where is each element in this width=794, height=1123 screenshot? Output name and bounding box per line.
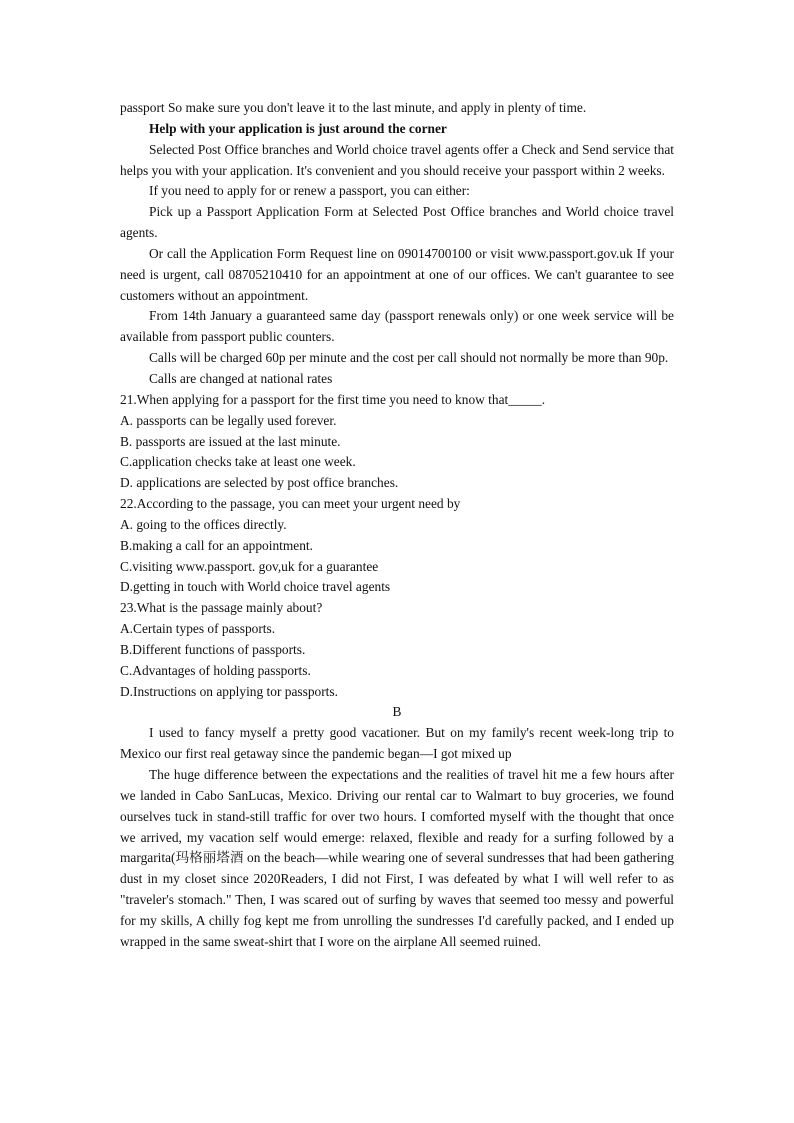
answer-option: B.Different functions of passports. xyxy=(120,641,306,657)
question-23 xyxy=(120,598,674,702)
passage-a-paragraph: From 14th January a guaranteed same day (passport renewals only) or one week service will be available from passport public counters. xyxy=(120,308,674,345)
passage-a-paragraph: If you need to apply for or renew a passport, you can either: xyxy=(149,183,470,199)
question-stem: 22.According to the passage, you can meet your urgent need by xyxy=(120,496,461,512)
answer-option: B. passports are issued at the last minute. xyxy=(120,433,341,449)
answer-option: D.Instructions on applying tor passports. xyxy=(120,683,338,699)
answer-option: B.making a call for an appointment. xyxy=(120,537,313,553)
question-stem: 23.What is the passage mainly about? xyxy=(120,600,323,616)
passage-b-paragraph: I used to fancy myself a pretty good vacationer. But on my family's recent week-long trip to Mexico our first real getaway since the pandemic began—I got mixed up xyxy=(120,725,674,762)
passage-a-heading: Help with your application is just around the corner xyxy=(149,120,447,136)
passage-a-paragraph: Selected Post Office branches and World choice travel agents offer a Check and Send service that helps you with your application. It's convenient and you should receive your passport within 2 weeks. xyxy=(120,141,674,178)
passage-b-paragraph: The huge difference between the expectations and the realities of travel hit me a few hours after we landed in Cabo SanLucas, Mexico. Driving our rental car to Walmart to buy groceries, we found ourselves tuck in stand-still traffic for over two hours. I comforted myself with the thought that once we arrived, my vacation self would emerge: relaxed, flexible and ready for a surfing followed by a margarita(玛格丽塔酒 on the beach—while wearing one of several sundresses that had been gathering dust in my closet since 2020Readers, I did not First, I was defeated by what I will well refer to as "traveler's stomach." Then, I was scared out of surfing by waves that seemed too messy and powerful for my skills, A chilly fog kept me from unrolling the sundresses I'd carefully packed, and I ended up wrapped in the same sweat-shirt that I wore on the airplane All seemed ruined. xyxy=(120,767,674,949)
answer-option: C.application checks take at least one week. xyxy=(120,454,356,470)
passage-a-paragraph: Calls will be charged 60p per minute and the cost per call should not normally be more than 90p. xyxy=(149,350,669,366)
answer-option: C.visiting www.passport. gov,uk for a guarantee xyxy=(120,558,379,574)
question-stem: 21.When applying for a passport for the first time you need to know that_____. xyxy=(120,391,546,407)
answer-option: A. going to the offices directly. xyxy=(120,516,287,532)
passage-b-label: B xyxy=(392,704,402,720)
passage-a-paragraph: Or call the Application Form Request line on 09014700100 or visit www.passport.gov.uk If your need is urgent, call 08705210410 for an appointment at one of our offices. We can't guarantee to see customers without an appointment. xyxy=(120,245,674,303)
text-column xyxy=(120,98,674,953)
passage-a-intro-line: passport So make sure you don't leave it to the last minute, and apply in plenty of time. xyxy=(120,100,587,115)
question-22 xyxy=(120,494,674,598)
answer-option: D.getting in touch with World choice travel agents xyxy=(120,579,391,595)
answer-option: C.Advantages of holding passports. xyxy=(120,662,311,678)
question-21 xyxy=(120,390,674,494)
answer-option: D. applications are selected by post office branches. xyxy=(120,475,399,491)
passage-a-paragraph: Calls are changed at national rates xyxy=(149,370,333,386)
answer-option: A. passports can be legally used forever. xyxy=(120,412,337,428)
answer-option: A.Certain types of passports. xyxy=(120,621,276,637)
passage-a-paragraph: Pick up a Passport Application Form at Selected Post Office branches and World choice travel agents. xyxy=(120,204,674,241)
